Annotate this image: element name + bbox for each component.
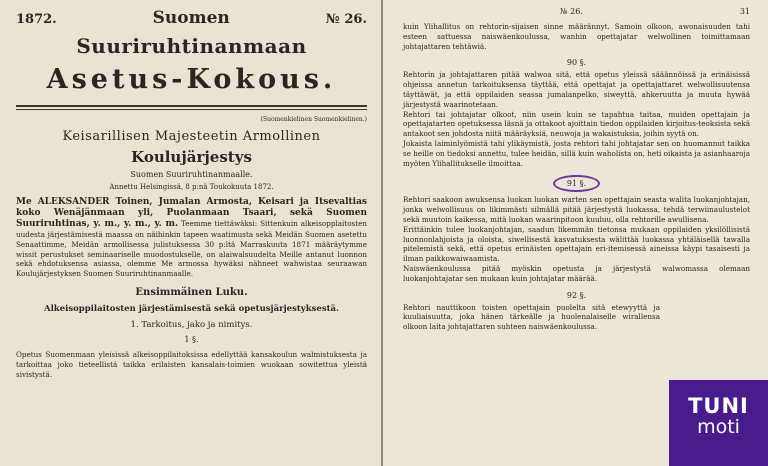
- running-number: № 26.: [559, 7, 583, 16]
- chapter-subheading: Alkeisoppilaitosten järjestämisestä sekä opetusjärjestyksestä.: [43, 303, 340, 314]
- title-suomen: Suomen: [152, 8, 230, 28]
- preamble-body: Teemme tiettäwäksi: Sittenkuin alkeisopplaitosten uudesta järjestämisestä maassa on näihinkin tapeen waatimusta sekä Meidän Suomen asetettu Senaattimme, Meidän armollisessa julistuksessa 30 p:ltä Marraskuuta 1871 määräytymme wissit perustukset seminaariselle muodostukselle, on alaiwalsuudelta Meille antanut luonnon sekä ehdotuksensa asiassa, olemme Me armossa hywäksi nähneet wahwistaa seuraawan Koulujärjestyksen Suomen Suuriruhtinanmaalle.: [16, 219, 367, 279]
- text-p2: Rehtori tai johtajatar olkoot, niin usein kuin se tapahtua taitaa, muiden opettajain ja opettajatarten opetuksessa läsnä ja ottakoot ajoittain tiedon oppilaiden kirjoitus-teoksista sekä antakoot sen johdosta niitä määräyksiä, neuwoja ja wakaistuksia, joihin syytä on.: [403, 109, 750, 139]
- section-heading: 1. Tarkoitus, jako ja nimitys.: [130, 319, 253, 330]
- chapter-heading: Ensimmäinen Luku.: [135, 286, 248, 298]
- decree-date: Annettu Helsingissä, 8 p:nä Toukokuuta 1872.: [109, 183, 274, 191]
- paragraph-number: 1 §.: [184, 334, 199, 344]
- preamble: [16, 197, 367, 279]
- logo-line-2: moti: [697, 416, 740, 438]
- issue-number: № 26.: [325, 12, 367, 27]
- year: 1872.: [16, 12, 57, 27]
- text-p3: Jokaista laiminlyömistä tahi ylikäymistä, josta rehtori tahi johtajatar sen on huomannut taikka se heille on tiedoksi annettu, tulee heidän, sillä kuin waholista on, heti oikaista ja asianhaaroja myöten Ylihallitukselle ilmoittaa.: [403, 138, 750, 168]
- logo-line-1: TUNI: [688, 394, 749, 418]
- decree-title: Koulujärjestys: [131, 148, 252, 166]
- text-p0: kuin Ylihallitus on rehtorin-sijaisen sinne määrännyt. Samoin olkoon, awonaisuuden tahi esteen sattuessa naiswäenkoulussa, wanhin opettajatar welwollinen toimittamaan johtajattaren tehtäwiä.: [403, 22, 750, 51]
- title-asetus-kokous: Asetus-Kokous.: [46, 64, 337, 95]
- text-p4: Rehtori saakoon awuksensa luokan luokan warten sen opettajain seasta walita luokanjohtajan, jonka welwollisuus on likimmästi silmällä pitää järjestystä luokassa, tehdä terwiinaulustelot sekä muutoin kaikessa, mitä luokan waarinpitoon kuuluu, olla rehtorille awullisena.: [403, 195, 750, 224]
- section-91: [403, 175, 750, 192]
- masthead: [16, 8, 367, 28]
- section-92: 92 §.: [566, 290, 587, 300]
- title-suuriruhtinanmaan: Suuriruhtinanmaan: [76, 34, 307, 58]
- page-number: 31: [739, 7, 750, 16]
- section-91-circle-highlight: 91 §.: [553, 175, 600, 192]
- section-90: 90 §.: [566, 58, 587, 68]
- paragraph-1-text: Opetus Suomenmaan yleisissä alkeisoppilaitoksissa edellyttää kansakoulun walmistuksesta ja tarkoittaa joko tieteellistä taikka erilaisten kansalais-toimien wuokaan sowitettua yleistä sivistystä.: [16, 349, 367, 379]
- title-rule: [16, 105, 367, 110]
- language-note: (Suomenkielinen Suomenkielinen.): [260, 116, 367, 123]
- text-p1: Rehtorin ja johtajattaren pitää walwoa sitä, että opetus yleissä sääännöissä ja erinäisissä ohjeissa annetun tarkoituksensa täyttää, että opettajat ja opettajattaret welwollisuutensa täyttäwät, ja että oppilaiden seassa jumalanpelko, siweyttä, ahkeruutta ja muuta hywää järjestystä waarinotetaan.: [403, 70, 750, 109]
- text-p7: Rehtori nauttikoon toisten opettajain puolelta sitä etewyyttä ja kuuliaisuutta, joka hänen tärkeälle ja huolenalaiselle wirallensa olkoon laita johtajattaren suhteen naiswäenkoulussa.: [403, 302, 660, 332]
- tuni-moti-logo: [669, 380, 768, 466]
- text-p6: Naiswäenkoulussa pitää myöskin opetusta ja järjestystä walwomassa olemaan luokanjohtajatar sen mukaan kuin johtajatar määrää.: [403, 263, 750, 283]
- preamble-lead: Me ALEKSANDER Toinen, Jumalan Armosta, Keisari ja Itsevaltias koko Wenäjänmaan yli, Puolanmaan Tsaari, sekä Suomen Suuriruhtinas, y. m., y. m., y. m.: [16, 197, 367, 229]
- left-page: [0, 0, 381, 466]
- decree-heading: Keisarillisen Majesteetin Armollinen: [62, 129, 321, 144]
- running-header: [403, 7, 750, 16]
- decree-subtitle: Suomen Suuriruhtinanmaalle.: [130, 170, 253, 179]
- text-p5: Erittäinkin tulee luokanjohtajan, saadun likemmän tietonsa mukaan oppilaiden yksilöllisistä luonnonlahjoista ja oloista, siwellisestä kasvatuksesta wälittää luokassa yhtäläisellä tawalla pitelemistä sekä, että opetus erinäisten opettajain eri-itemisessä aineissa käypi tasaisesti ja ilman paikkowaiwaamista.: [403, 224, 750, 264]
